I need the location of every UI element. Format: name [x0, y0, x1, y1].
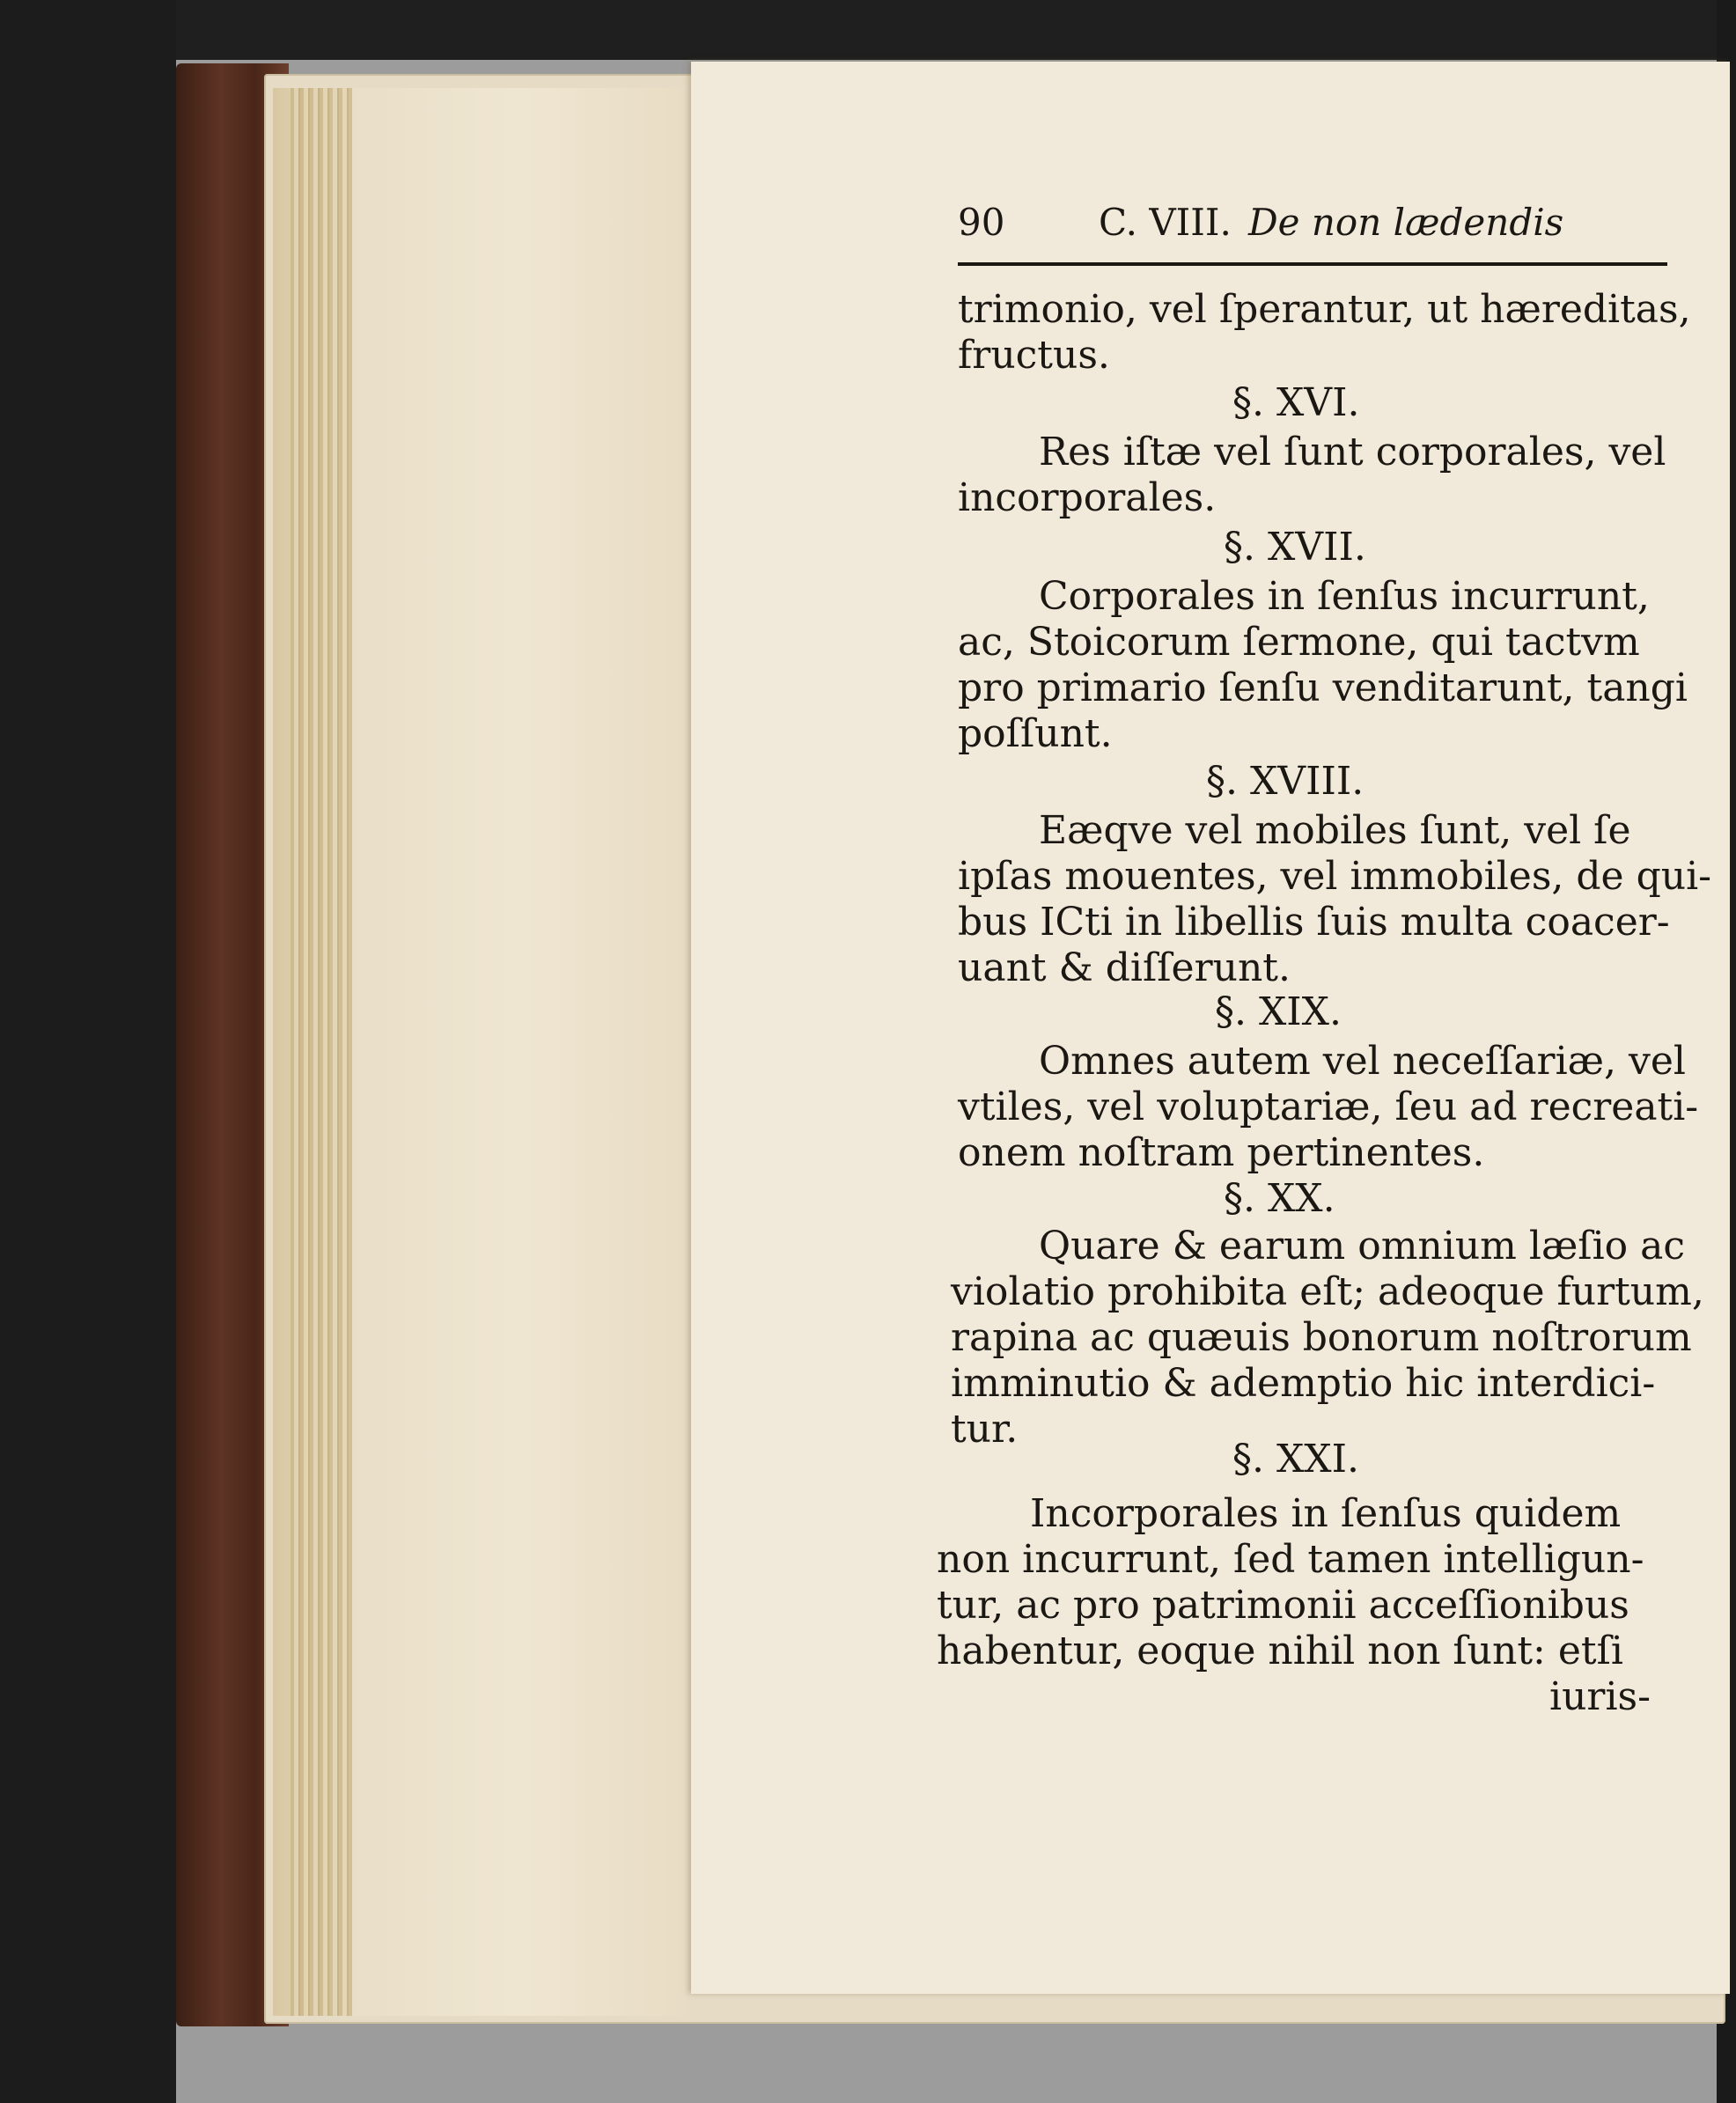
- text-line: poſſunt.: [958, 711, 1113, 756]
- fore-edge: [291, 88, 352, 2016]
- text-line: habentur, eoque nihil non ſunt: etſi: [937, 1629, 1623, 1673]
- section-heading: §. XVII.: [1224, 525, 1366, 570]
- text-line: bus ICti in libellis ſuis multa coacer-: [958, 900, 1670, 945]
- head-rule: [958, 262, 1667, 266]
- text-line: trimonio, vel ſperantur, ut hæreditas,: [958, 287, 1691, 332]
- text-line: violatio prohibita eſt; adeoque furtum,: [951, 1269, 1704, 1314]
- running-title: De non lædendis: [1248, 201, 1564, 244]
- text-line: rapina ac quæuis bonorum noſtrorum: [951, 1315, 1692, 1360]
- text-line: ipſas mouentes, vel immobiles, de qui-: [958, 854, 1712, 899]
- text-line: incorporales.: [958, 475, 1217, 520]
- scan-border-left: [0, 0, 176, 2103]
- section-heading: §. XX.: [1224, 1176, 1335, 1221]
- section-heading: §. XVI.: [1232, 380, 1360, 425]
- section-heading: §. XVIII.: [1206, 759, 1365, 804]
- text-line: pro primario ſenſu venditarunt, tangi: [958, 665, 1688, 710]
- text-line: Omnes autem vel neceſſariæ, vel: [1039, 1039, 1686, 1084]
- text-line: non incurrunt, ſed tamen intelligun-: [937, 1537, 1644, 1582]
- text-line: Res iſtæ vel ſunt corporales, vel: [1039, 430, 1666, 474]
- section-heading: §. XIX.: [1215, 989, 1342, 1034]
- text-line: Incorporales in ſenſus quidem: [1030, 1491, 1622, 1536]
- text-line: Corporales in ſenſus incurrunt,: [1039, 574, 1650, 619]
- text-line: imminutio & ademptio hic interdici-: [951, 1361, 1656, 1406]
- text-line: Eæqve vel mobiles ſunt, vel ſe: [1039, 808, 1631, 853]
- text-line: vtiles, vel voluptariæ, ſeu ad recreati-: [958, 1085, 1699, 1129]
- running-head: [958, 201, 1662, 254]
- section-heading: §. XXI.: [1232, 1437, 1359, 1482]
- catchword: iuris-: [1549, 1674, 1651, 1719]
- scan-border-top: [0, 0, 1736, 60]
- text-line: tur.: [951, 1407, 1019, 1452]
- text-line: fructus.: [958, 333, 1110, 378]
- text-line: tur, ac pro patrimonii acceſſionibus: [937, 1583, 1629, 1628]
- text-line: Quare & earum omnium læſio ac: [1039, 1224, 1686, 1268]
- text-line: onem noſtram pertinentes.: [958, 1130, 1485, 1175]
- chapter-label: C. VIII.: [1099, 201, 1232, 244]
- text-line: ac, Stoicorum ſermone, qui tactvm: [958, 620, 1640, 665]
- page-number: 90: [958, 201, 1005, 244]
- text-line: uant & diſſerunt.: [958, 945, 1291, 990]
